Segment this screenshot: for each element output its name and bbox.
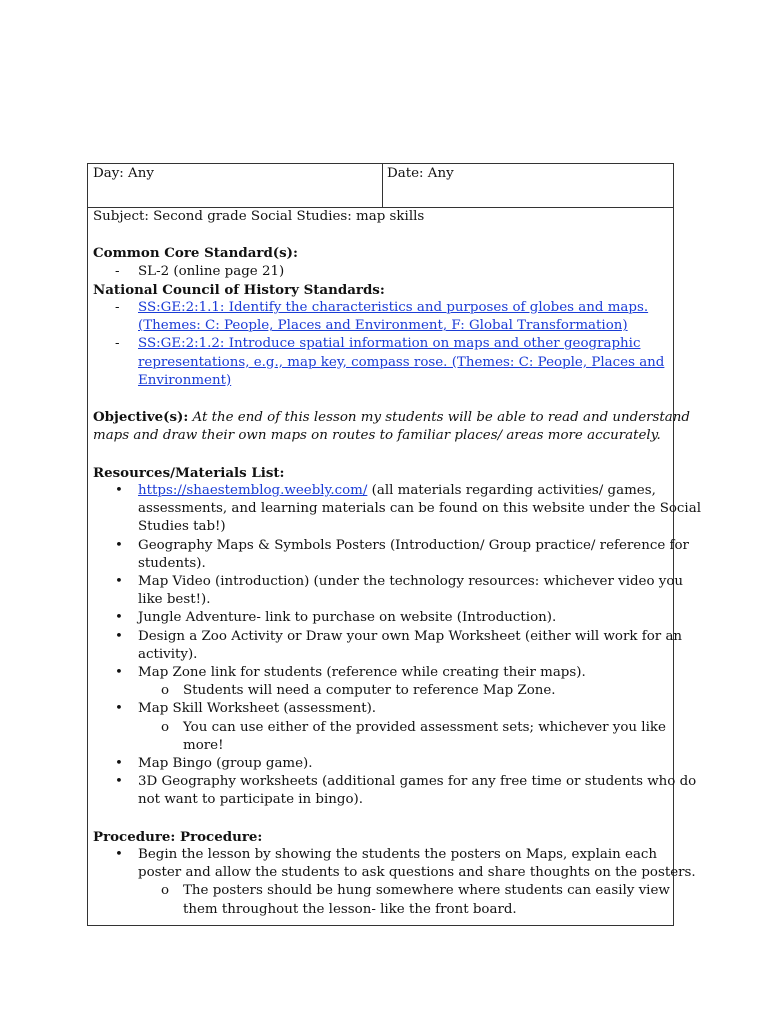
bullet-marker: •	[115, 701, 123, 717]
bullet-marker: •	[115, 756, 123, 772]
lesson-content	[93, 208, 701, 919]
procedure-item	[93, 846, 671, 864]
procedure-subitem-cont: them throughout the lesson- like the front board.	[183, 901, 517, 917]
resources-heading: Resources/Materials List:	[93, 464, 285, 481]
resource-text: Design a Zoo Activity or Draw your own Map Worksheet (either will work for an	[138, 628, 683, 644]
bullet-marker: •	[115, 483, 123, 498]
dash-marker: -	[115, 336, 120, 352]
resource-item-cont: Studies tab!)	[138, 519, 226, 535]
procedure-subitem-text: The posters should be hung somewhere where students can easily view	[183, 883, 670, 899]
resource-text: Jungle Adventure- link to purchase on website (Introduction).	[138, 610, 557, 626]
standard-link-1[interactable]: SS:GE:2:1.1: Identify the characteristics and purposes of globes and maps.	[138, 300, 649, 315]
resource-text: Map Video (introduction) (under the technology resources: whichever video you	[138, 574, 684, 590]
history-standard-item-cont	[93, 317, 671, 335]
procedure-subitem	[93, 882, 671, 900]
procedure-text: Begin the lesson by showing the students the posters on Maps, explain each	[138, 847, 658, 863]
header-row	[88, 164, 673, 208]
resource-text: Map Zone link for students (reference while creating their maps).	[138, 665, 586, 681]
objective-line	[93, 408, 690, 427]
resource-item	[93, 482, 671, 500]
spacer	[93, 390, 671, 408]
resource-item	[93, 537, 689, 555]
resource-item-cont: assessments, and learning materials can be found on this website under the Social	[138, 501, 701, 517]
dash-marker: -	[115, 300, 120, 315]
resource-item-cont: like best!).	[138, 592, 211, 608]
bullet-marker: •	[115, 847, 123, 863]
resource-subitem	[93, 719, 671, 737]
resource-item	[93, 700, 671, 718]
date-cell	[383, 164, 673, 207]
circle-bullet-marker: o	[161, 719, 170, 735]
circle-bullet-marker: o	[161, 683, 170, 699]
objective-label: Objective(s):	[93, 409, 189, 426]
resource-item	[93, 755, 671, 773]
bullet-marker: •	[115, 665, 123, 681]
bullet-marker: •	[115, 537, 123, 553]
history-standard-item-cont	[93, 354, 671, 372]
resource-item-cont: not want to participate in bingo).	[138, 792, 364, 808]
resource-text: Geography Maps & Symbols Posters (Introduction/ Group practice/ reference for	[138, 537, 689, 553]
history-standard-item	[93, 335, 671, 353]
resource-item-cont: students).	[138, 555, 206, 571]
day-label: Day: Any	[93, 166, 154, 181]
common-core-item	[93, 263, 671, 281]
resource-item	[93, 609, 671, 627]
resource-subitem-text: Students will need a computer to reference Map Zone.	[183, 683, 556, 699]
history-standards-heading: National Council of History Standards:	[93, 281, 385, 298]
spacer	[93, 810, 671, 828]
bullet-marker: •	[115, 774, 123, 790]
resource-subitem-text: You can use either of the provided assessment sets; whichever you like	[183, 719, 666, 735]
subject-line: Subject: Second grade Social Studies: map skills	[93, 209, 425, 224]
spacer	[93, 226, 671, 244]
spacer	[93, 446, 671, 464]
resource-subitem	[93, 682, 671, 700]
resource-item	[93, 773, 697, 791]
procedure-heading: Procedure: Procedure:	[93, 828, 263, 845]
date-label: Date: Any	[387, 166, 454, 181]
resource-text: 3D Geography worksheets (additional games for any free time or students who do	[138, 774, 697, 790]
bullet-marker: •	[115, 574, 123, 590]
bullet-marker: •	[115, 610, 123, 626]
resource-item	[93, 573, 684, 591]
standard-link-2-cont[interactable]: representations, e.g., map key, compass rose. (Themes: C: People, Places and	[138, 354, 665, 370]
resource-item-cont: activity).	[138, 646, 198, 662]
standard-link-2-cont2[interactable]: Environment)	[138, 372, 232, 388]
dash-marker: -	[115, 263, 120, 279]
day-cell	[88, 164, 383, 207]
standard-link-2[interactable]: SS:GE:2:1.2: Introduce spatial information on maps and other geographic	[138, 336, 641, 352]
resource-item	[93, 664, 671, 682]
objective-text-cont: maps and draw their own maps on routes to familiar places/ areas more accurately.	[93, 428, 661, 444]
resource-subitem-cont: more!	[183, 737, 224, 753]
procedure-item-cont: poster and allow the students to ask questions and share thoughts on the posters.	[138, 865, 696, 881]
common-core-heading: Common Core Standard(s):	[93, 245, 298, 262]
resource-text: Map Skill Worksheet (assessment).	[138, 701, 377, 717]
resource-text: (all materials regarding activities/ games,	[367, 483, 656, 498]
history-standard-item-cont	[93, 372, 671, 390]
history-standard-item	[93, 299, 671, 317]
resource-text: Map Bingo (group game).	[138, 756, 313, 772]
objective-text: At the end of this lesson my students will be able to read and understand	[188, 410, 690, 426]
circle-bullet-marker: o	[161, 883, 170, 899]
lesson-plan-table	[87, 163, 701, 926]
bullet-marker: •	[115, 628, 123, 644]
resource-item	[93, 628, 683, 646]
common-core-item-text: SL-2 (online page 21)	[138, 263, 285, 279]
website-link[interactable]: https://shaestemblog.weebly.com/	[138, 483, 368, 498]
standard-link-1-cont[interactable]: (Themes: C: People, Places and Environment, F: Global Transformation)	[138, 318, 628, 334]
